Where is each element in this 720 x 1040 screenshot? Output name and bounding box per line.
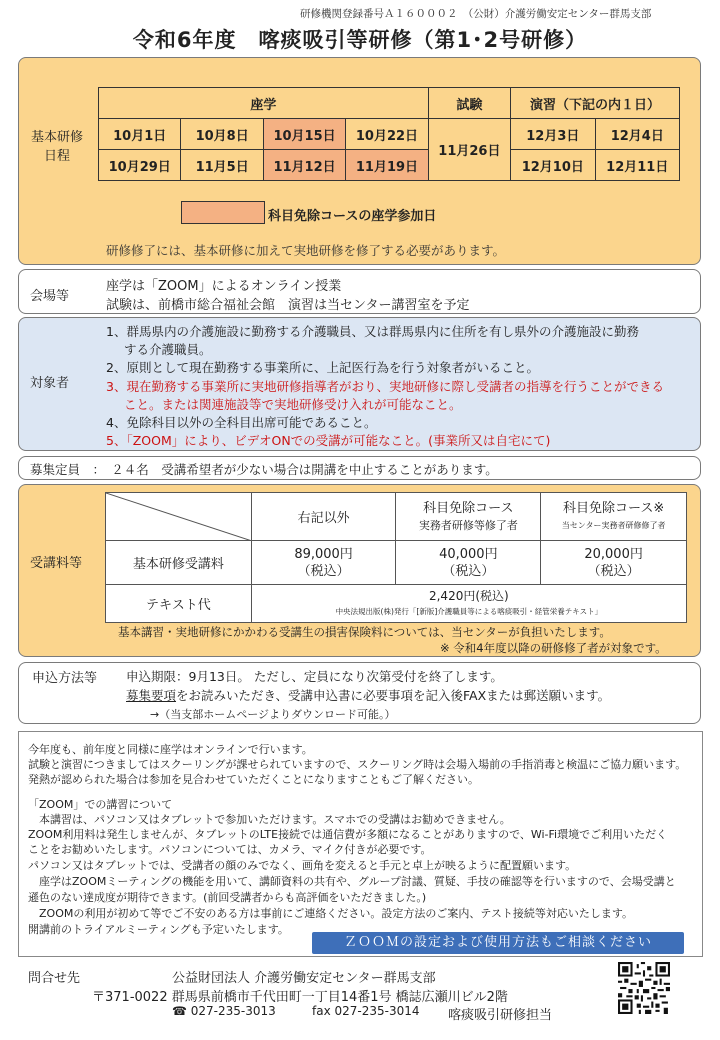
practice-header: 演習（下記の内１日） bbox=[511, 88, 680, 119]
diagonal-line bbox=[106, 493, 251, 541]
info-line: 「ZOOM」での講習について bbox=[28, 798, 173, 811]
lecture-date: 10月29日 bbox=[99, 150, 181, 181]
venue-label: 会場等 bbox=[30, 289, 70, 304]
info-line: ZOOM利用料は発生しませんが、タブレットのLTE接続では通信費が多額になることがありますので、Wi-Fi環境でご利用いただく bbox=[28, 828, 668, 841]
contact-dept: 喀痰吸引研修担当 bbox=[448, 1008, 553, 1023]
text-publisher: 中央法規出版(株)発行「[新版]介護職員等による喀痰吸引・経管栄養テキスト」 bbox=[335, 606, 603, 616]
schedule-note: 研修修了には、基本研修に加えて実地研修を修了する必要があります。 bbox=[106, 243, 506, 258]
fee-amount: 20,000円 bbox=[584, 546, 643, 562]
practice-date: 12月10日 bbox=[511, 150, 595, 181]
fee-row-text-label: テキスト代 bbox=[106, 585, 252, 623]
contact-fax: fax 027-235-3014 bbox=[312, 1004, 420, 1018]
info-line: 本講習は、パソコン又はタブレットで参加いただけます。スマホでの受講はお勧めできません。 bbox=[28, 813, 511, 826]
lecture-header: 座学 bbox=[99, 88, 429, 119]
fee-value bbox=[396, 541, 541, 585]
capacity-text: 募集定員 ： ２４名 受講希望者が少ない場合は開講を中止することがあります。 bbox=[30, 462, 498, 477]
lecture-date: 11月5日 bbox=[181, 150, 263, 181]
schedule-label bbox=[22, 128, 92, 166]
practice-date: 12月3日 bbox=[511, 119, 595, 150]
practice-date: 12月11日 bbox=[595, 150, 679, 181]
info-line: 試験と演習につきましてはスクーリングが課せられていますので、スクーリング時は会場入場前の手指消毒と検温にご協力願います。 bbox=[28, 758, 687, 771]
fee-tax: （税込） bbox=[442, 563, 495, 579]
fee-col-exempt-sub: 実務者研修等修了者 bbox=[418, 518, 518, 532]
fees-note-2: ※ 令和4年度以降の研修修了者が対象です。 bbox=[440, 641, 667, 655]
info-line: 発熱が認められた場合は参加を見合わせていただくことになりますこともご了解ください。 bbox=[28, 773, 479, 786]
schedule-label-line1: 基本研修 bbox=[30, 130, 83, 145]
info-line: 今年度も、前年度と同様に座学はオンラインで行います。 bbox=[28, 743, 313, 756]
qr-code-icon[interactable] bbox=[618, 962, 670, 1014]
contact-tel: ☎ 027-235-3013 bbox=[172, 1004, 276, 1018]
lecture-date-exempt: 11月19日 bbox=[346, 150, 428, 181]
zoom-consult-button[interactable]: ＺＯＯＭの設定および使用方法もご相談ください bbox=[312, 932, 684, 954]
registration-number: 研修機関登録番号Ａ１６０００２ （公財）介護労働安定センター群馬支部 bbox=[300, 8, 652, 20]
info-line: パソコン又はタブレットでは、受講者の顔のみでなく、画角を変えると手元と卓上が映るように配置願います。 bbox=[28, 859, 577, 872]
apply-line-1: 申込期限：9月13日。 ただし、定員になり次第受付を終了します。 bbox=[126, 669, 503, 684]
fee-tax: （税込） bbox=[297, 563, 350, 579]
lecture-date-exempt: 11月12日 bbox=[263, 150, 345, 181]
legend-text: 科目免除コースの座学参加日 bbox=[268, 209, 437, 224]
fees-note-1: 基本講習・実地研修にかかわる受講生の損害保険料については、当センターが負担いたします。 bbox=[118, 625, 611, 639]
fee-col-exempt-center bbox=[541, 493, 687, 541]
lecture-date: 10月1日 bbox=[99, 119, 181, 150]
fee-tax: （税込） bbox=[587, 563, 640, 579]
fee-table bbox=[105, 492, 687, 623]
fee-text-value bbox=[251, 585, 686, 623]
fee-amount: 40,000円 bbox=[439, 546, 498, 562]
contact-label: 問合せ先 bbox=[28, 971, 81, 986]
apply-label: 申込方法等 bbox=[32, 671, 98, 686]
info-line: 遜色のない達成度が期待できます。(前回受講者からも高評価をいただきました。) bbox=[28, 891, 427, 904]
schedule-table bbox=[98, 87, 680, 181]
target-line: 1、群馬県内の介護施設に勤務する介護職員、又は群馬県内に住所を有し県外の介護施設に勤務 bbox=[106, 324, 639, 339]
contact-org: 公益財団法人 介護労働安定センター群馬支部 bbox=[172, 971, 436, 986]
target-line: 3、現在勤務する事業所に実地研修指導者がおり、実地研修に際し受講者の指導を行うことができる bbox=[106, 379, 664, 394]
page-title: 令和6年度 喀痰吸引等研修（第1･2号研修） bbox=[132, 28, 588, 52]
info-line: ことをお勧めいたします。パソコンについては、カメラ、マイク付きが必要です。 bbox=[28, 843, 432, 856]
schedule-label-line2: 日程 bbox=[43, 149, 70, 164]
guidelines-link[interactable]: 募集要項 bbox=[126, 688, 177, 703]
fee-value bbox=[541, 541, 687, 585]
target-line: 5、「ZOOM」により、ビデオONでの受講が可能なこと。(事業所又は自宅にて) bbox=[106, 433, 551, 448]
venue-line-1: 座学は「ZOOM」によるオンライン授業 bbox=[106, 279, 342, 294]
fee-table-corner bbox=[106, 493, 252, 541]
target-label: 対象者 bbox=[30, 376, 70, 391]
fee-col-exempt-center-main: 科目免除コース※ bbox=[562, 500, 665, 516]
info-line: 開講前のトライアルミーティングも予定いたします。 bbox=[28, 923, 289, 936]
lecture-date-exempt: 10月15日 bbox=[263, 119, 345, 150]
venue-line-2: 試験は、前橋市総合福祉会館 演習は当センター講習室を予定 bbox=[106, 298, 470, 313]
apply-line-2 bbox=[126, 686, 610, 704]
lecture-date: 10月22日 bbox=[346, 119, 428, 150]
text-price: 2,420円(税込) bbox=[428, 588, 509, 603]
apply-line-3: →（当支部ホームページよりダウンロード可能。） bbox=[150, 708, 396, 721]
contact-address: 〒371-0022 群馬県前橋市千代田町一丁目14番1号 橋誌広瀬川ビル2階 bbox=[92, 990, 508, 1005]
legend-swatch bbox=[181, 201, 265, 224]
info-line: ZOOMの利用が初めて等でご不安のある方は事前にご連絡ください。設定方法のご案内、テスト接続等対応いたします。 bbox=[28, 907, 634, 920]
fee-value bbox=[251, 541, 396, 585]
fee-col-exempt-main: 科目免除コース bbox=[423, 500, 514, 516]
info-line: 座学はZOOMミーティングの機能を用いて、講師資料の共有や、グループ討議、質疑、手技の確認等を行いますので、会場受講と bbox=[28, 875, 676, 888]
fee-col-standard: 右記以外 bbox=[251, 493, 396, 541]
target-line: 2、原則として現在勤務する事業所に、上記医行為を行う対象者がいること。 bbox=[106, 360, 539, 375]
fee-amount: 89,000円 bbox=[294, 546, 353, 562]
fee-row-basic-label: 基本研修受講料 bbox=[106, 541, 252, 585]
fee-col-exempt bbox=[396, 493, 541, 541]
apply-line-2-text: をお読みいただき、受講申込書に必要事項を記入後FAXまたは郵送願います。 bbox=[176, 688, 611, 703]
exam-header: 試験 bbox=[428, 88, 510, 119]
target-line: 4、免除科目以外の全科目出席可能であること。 bbox=[106, 415, 377, 430]
fees-label: 受講料等 bbox=[30, 556, 83, 571]
fee-col-exempt-center-sub: 当センター実務者研修修了者 bbox=[561, 520, 666, 530]
lecture-date: 10月8日 bbox=[181, 119, 263, 150]
target-line: こと。または関連施設等で実地研修受け入れが可能なこと。 bbox=[124, 397, 462, 412]
exam-date: 11月26日 bbox=[428, 119, 510, 181]
practice-date: 12月4日 bbox=[595, 119, 679, 150]
target-line: する介護職員。 bbox=[124, 342, 212, 357]
